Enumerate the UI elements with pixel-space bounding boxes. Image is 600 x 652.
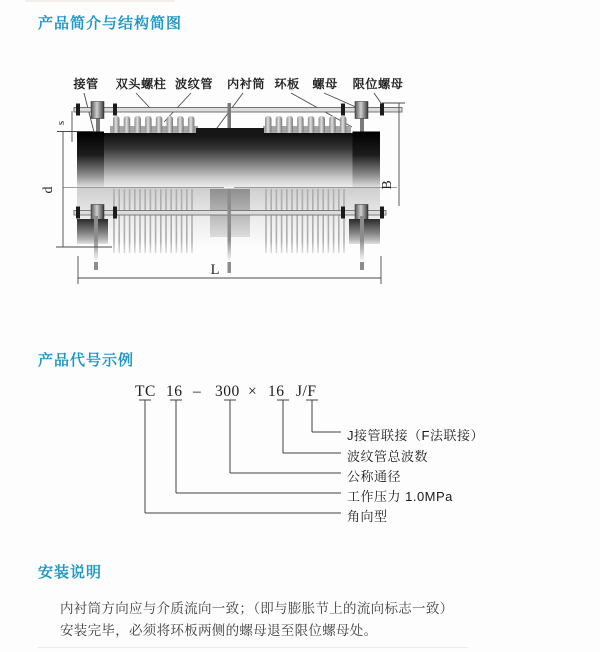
part-label-luomu: 螺母 (312, 77, 338, 91)
code-token-type: TC (135, 383, 156, 400)
callout-diameter: 公称通径 (347, 469, 402, 484)
part-label-jieguan: 接管 (73, 77, 99, 91)
dim-letter-L: L (210, 262, 220, 278)
section-title-intro: 产品简介与结构简图 (38, 15, 183, 32)
dim-letter-B: B (380, 180, 395, 190)
callout-waves: 波纹管总波数 (347, 449, 429, 464)
code-token-connection: J/F (296, 383, 317, 400)
code-token-pressure: 16 (166, 383, 183, 400)
code-callout-lines (139, 400, 341, 513)
part-label-xianweiluomu: 限位螺母 (352, 77, 404, 91)
callout-pressure: 工作压力 1.0MPa (347, 489, 453, 504)
part-label-huanban: 环板 (274, 77, 300, 91)
code-token-dash: – (193, 383, 202, 400)
code-token-waves: 16 (268, 383, 285, 400)
section-title-code: 产品代号示例 (38, 352, 135, 369)
limit-nut-left (76, 104, 80, 116)
install-note-line2: 安装完毕，必须将环板两侧的螺母退至限位螺母处。 (60, 623, 378, 638)
nut-block-right (355, 102, 368, 119)
part-label-bowenguan: 波纹管 (174, 77, 214, 91)
inner-liner-collar (196, 128, 264, 137)
nut-block-left (91, 102, 104, 119)
dim-letter-s: s (55, 120, 67, 126)
part-labels (72, 76, 403, 91)
lower-half-section (60, 188, 405, 273)
callout-connection: J接管联接（F法联接） (347, 428, 484, 443)
page-bottom-rule (38, 647, 468, 648)
pipe-end-upper-left (77, 132, 104, 188)
bellows-shell (77, 133, 380, 188)
limit-nut-right (380, 104, 384, 116)
callout-type: 角向型 (347, 509, 388, 524)
dim-letter-d: d (41, 186, 56, 194)
section-title-install: 安装说明 (38, 564, 103, 581)
code-token-times: × (248, 383, 258, 400)
code-token-diameter: 300 (215, 383, 240, 400)
upper-half (74, 102, 402, 188)
install-note-line1: 内衬筒方向应与介质流向一致；（即与膨胀节上的流向标志一致） (60, 601, 454, 616)
part-label-neichentong: 内衬筒 (226, 77, 266, 91)
pipe-end-upper-right (353, 132, 381, 188)
part-label-shuangtouluozhu: 双头螺柱 (115, 77, 167, 91)
